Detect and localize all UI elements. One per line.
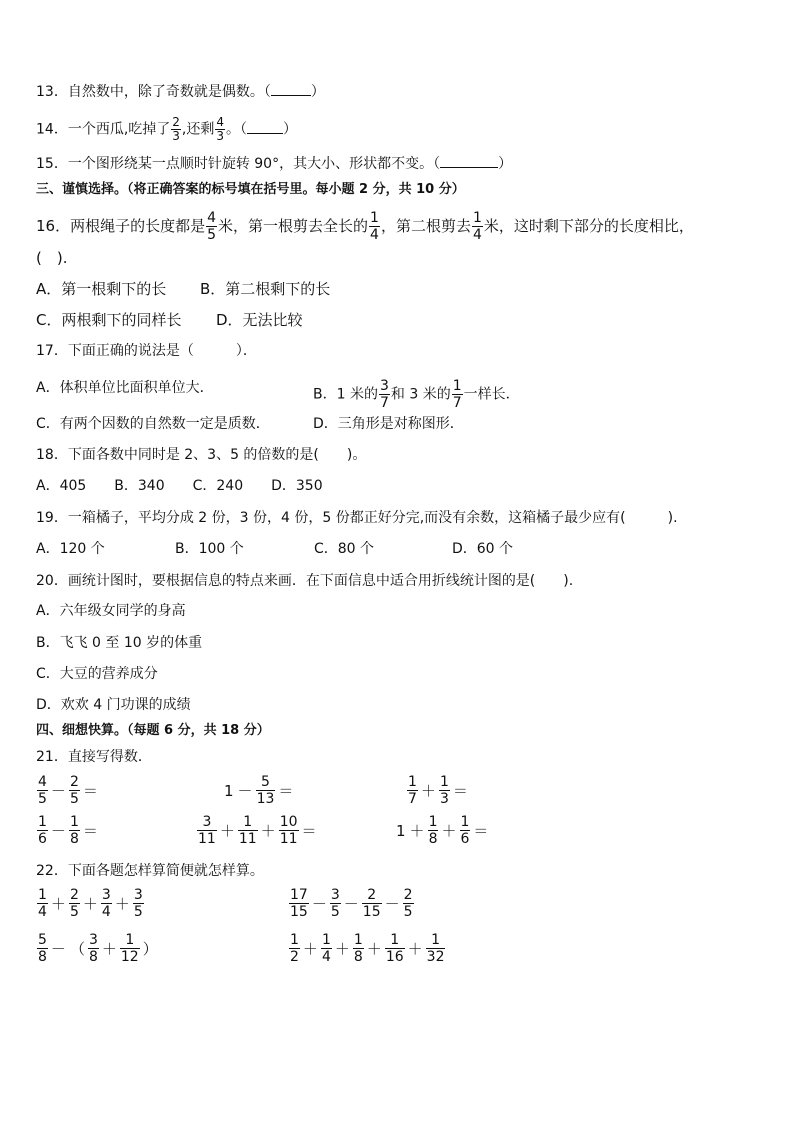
option-b[interactable]: B．100 个: [175, 541, 244, 557]
numerator: 5: [38, 932, 47, 948]
question-14: [36, 116, 297, 143]
numerator: 2: [69, 774, 79, 790]
equals-sign: ＝: [301, 821, 317, 840]
numerator: 5: [256, 774, 276, 791]
plus-sign: ＋: [114, 894, 130, 913]
fraction: [289, 887, 309, 920]
plus-sign: ＋: [260, 821, 276, 840]
numerator: 2: [403, 887, 413, 903]
denominator: 8: [428, 831, 438, 847]
denominator: 11: [198, 831, 216, 847]
denominator: 11: [279, 831, 298, 847]
denominator: 6: [460, 831, 470, 847]
fraction: [69, 774, 80, 807]
answer-blank[interactable]: [440, 155, 498, 168]
question-text: ,还剩: [181, 121, 215, 138]
numerator: 1: [439, 774, 449, 790]
plus-sign: ＋: [409, 821, 425, 840]
question-text: 米，第一根剪去全长的: [218, 217, 369, 235]
answer-paren: ( ).: [36, 249, 68, 267]
numerator: 3: [133, 887, 143, 903]
equals-sign: ＝: [278, 781, 294, 800]
option-b[interactable]: B．第二根剩下的长: [200, 280, 331, 298]
numerator: 10: [279, 814, 298, 830]
numerator: 1: [38, 814, 47, 830]
question-15: [36, 154, 512, 174]
option-d[interactable]: D．无法比较: [216, 311, 303, 329]
denominator: 4: [370, 227, 379, 243]
fraction: [403, 887, 414, 920]
option-c[interactable]: C．有两个因数的自然数一定是质数．: [36, 416, 270, 432]
question-16: [36, 210, 694, 243]
denominator: 2: [290, 949, 299, 965]
minus-sign: －: [50, 821, 66, 840]
numerator: 1: [290, 932, 299, 948]
option-d[interactable]: D．60 个: [452, 541, 514, 557]
option-b[interactable]: B．飞飞 0 至 10 岁的体重: [36, 635, 203, 651]
fraction: [256, 774, 276, 807]
minus-sign: －: [384, 894, 400, 913]
plus-sign: ＋: [441, 821, 457, 840]
fraction: [369, 210, 380, 243]
numerator: 3: [88, 932, 98, 948]
question-text: 。（: [226, 121, 248, 138]
numerator: 2: [362, 887, 382, 904]
numerator: 1: [385, 932, 405, 949]
numerator: 1: [120, 932, 140, 949]
denominator: 8: [88, 949, 98, 965]
option-text: B．1 米的: [313, 386, 378, 403]
numerator: 1: [452, 378, 462, 394]
fraction: [37, 774, 48, 807]
fraction: [379, 378, 390, 411]
numerator: 1: [408, 774, 417, 790]
numerator: 1: [472, 210, 482, 226]
denominator: 5: [69, 791, 79, 807]
paren-open: （: [69, 939, 85, 958]
option-a[interactable]: A．六年级女同学的身高: [36, 603, 186, 619]
equals-sign: ＝: [82, 781, 98, 800]
fraction: [37, 814, 48, 847]
denominator: 15: [362, 904, 381, 920]
numerator: 1: [69, 814, 79, 830]
plus-sign: ＋: [82, 894, 98, 913]
question-text: 自然数中，除了奇数就是偶数。（: [67, 84, 271, 100]
integer: 1: [224, 781, 234, 800]
expression: [288, 932, 446, 965]
fraction: [289, 932, 300, 965]
question-text: ，第二根剪去: [380, 217, 471, 235]
expression: [288, 887, 415, 920]
numerator: 2: [69, 887, 79, 903]
denominator: 12: [120, 949, 139, 965]
option-a[interactable]: A．体积单位比面积单位大．: [36, 380, 214, 396]
denominator: 6: [38, 831, 47, 847]
denominator: 11: [238, 831, 257, 847]
expression: [36, 932, 160, 965]
numerator: 17: [290, 887, 308, 903]
plus-sign: ＋: [420, 781, 436, 800]
expression: [36, 887, 145, 920]
denominator: 13: [256, 791, 275, 807]
option-c[interactable]: C．两根剩下的同样长: [36, 311, 182, 329]
option-c[interactable]: C．大豆的营养成分: [36, 666, 158, 682]
option-c[interactable]: C．80 个: [314, 541, 375, 557]
denominator: 7: [452, 395, 462, 411]
minus-sign: －: [50, 939, 66, 958]
numerator: 3: [330, 887, 340, 903]
denominator: 4: [101, 904, 111, 920]
fraction: [428, 814, 439, 847]
question-text: 一个图形绕某一点顺时针旋转 90°，其大小、形状都不变。（: [67, 156, 441, 172]
fraction: [69, 814, 80, 847]
denominator: 3: [439, 791, 449, 807]
fraction: [133, 887, 144, 920]
fraction: [101, 887, 112, 920]
fraction: [37, 887, 48, 920]
equals-sign: ＝: [473, 821, 489, 840]
numerator: 1: [428, 814, 438, 830]
equals-sign: ＝: [82, 821, 98, 840]
fraction: [439, 774, 450, 807]
option-text: 一样长．: [463, 386, 520, 403]
denominator: 3: [216, 129, 225, 143]
section-heading-4: 四、细想快算。（每题 6 分，共 18 分）: [36, 723, 270, 738]
numerator: 4: [38, 774, 47, 790]
fraction: [353, 932, 364, 965]
denominator: 5: [330, 904, 340, 920]
denominator: 32: [426, 949, 445, 965]
expression: [222, 774, 295, 807]
denominator: 7: [379, 395, 389, 411]
denominator: 5: [207, 227, 217, 243]
paren-close: ）: [142, 939, 158, 958]
denominator: 8: [38, 949, 47, 965]
question-number: 13．: [36, 84, 68, 100]
question-number: 14．: [36, 121, 68, 138]
denominator: 8: [69, 831, 79, 847]
fraction: [362, 887, 382, 920]
fraction: [197, 814, 217, 847]
fraction: [215, 116, 225, 143]
numerator: 1: [321, 932, 331, 948]
answer-blank[interactable]: [271, 83, 311, 96]
question-text: 米，这时剩下部分的长度相比，: [483, 217, 694, 235]
option-a[interactable]: A．120 个: [36, 541, 105, 557]
fraction: [330, 887, 341, 920]
option-d[interactable]: D．欢欢 4 门功课的成绩: [36, 697, 191, 713]
denominator: 5: [38, 791, 47, 807]
minus-sign: －: [311, 894, 327, 913]
denominator: 15: [290, 904, 308, 920]
numerator: 1: [370, 210, 379, 226]
expression: [406, 774, 470, 807]
expression: [196, 814, 319, 847]
numerator: 3: [379, 378, 389, 394]
fraction: [171, 116, 181, 143]
section-heading-3: 三、谨慎选择。（将正确答案的标号填在括号里。每小题 2 分，共 10 分）: [36, 182, 465, 197]
denominator: 8: [353, 949, 363, 965]
question-text: 一个西瓜,吃掉了: [67, 121, 171, 138]
fraction: [426, 932, 446, 965]
question-17: 17．下面正确的说法是（ ）．: [36, 343, 257, 359]
numerator: 4: [207, 210, 217, 226]
denominator: 4: [38, 904, 47, 920]
fraction: [37, 932, 48, 965]
integer: 1: [396, 821, 406, 840]
fraction: [472, 210, 483, 243]
fraction: [279, 814, 299, 847]
plus-sign: ＋: [366, 939, 382, 958]
question-20: 20．画统计图时，要根据信息的特点来画．在下面信息中适合用折线统计图的是( ).: [36, 573, 574, 589]
question-22: 22．下面各题怎样算简便就怎样算。: [36, 863, 264, 879]
question-21: 21．直接写得数．: [36, 749, 152, 765]
plus-sign: ＋: [219, 821, 235, 840]
numerator: 1: [238, 814, 258, 831]
numerator: 1: [38, 887, 47, 903]
fraction: [69, 887, 80, 920]
option-d[interactable]: D．三角形是对称图形．: [313, 416, 464, 432]
numerator: 1: [426, 932, 446, 949]
paren-close: ）: [283, 121, 298, 138]
option-text: 和 3 米的: [390, 386, 451, 403]
denominator: 5: [69, 904, 79, 920]
fraction: [120, 932, 140, 965]
equals-sign: ＝: [452, 781, 468, 800]
option-a[interactable]: A．第一根剩下的长: [36, 280, 167, 298]
expression: [394, 814, 490, 847]
answer-blank[interactable]: [247, 121, 283, 134]
options-18[interactable]: A．405 B．340 C．240 D．350: [36, 478, 323, 494]
paren-close: ）: [498, 156, 513, 172]
minus-sign: －: [237, 781, 253, 800]
plus-sign: ＋: [334, 939, 350, 958]
paren-close: ）: [310, 84, 325, 100]
numerator: 1: [353, 932, 363, 948]
numerator: 1: [460, 814, 470, 830]
plus-sign: ＋: [50, 894, 66, 913]
fraction: [238, 814, 258, 847]
minus-sign: －: [343, 894, 359, 913]
plus-sign: ＋: [407, 939, 423, 958]
fraction: [407, 774, 418, 807]
option-b[interactable]: [313, 378, 520, 411]
denominator: 7: [408, 791, 417, 807]
denominator: 5: [403, 904, 413, 920]
numerator: 4: [216, 115, 225, 129]
denominator: 4: [321, 949, 331, 965]
question-19: 19．一箱橘子，平均分成 2 份，3 份，4 份，5 份都正好分完,而没有余数，这箱橘子最少应有( ).: [36, 510, 678, 526]
denominator: 16: [385, 949, 404, 965]
denominator: 3: [172, 129, 180, 143]
question-18: 18．下面各数中同时是 2、3、5 的倍数的是( )。: [36, 447, 367, 463]
question-number: 15．: [36, 156, 68, 172]
denominator: 4: [472, 227, 482, 243]
fraction: [460, 814, 471, 847]
fraction: [206, 210, 217, 243]
plus-sign: ＋: [302, 939, 318, 958]
fraction: [88, 932, 99, 965]
fraction: [321, 932, 332, 965]
expression: [36, 814, 100, 847]
fraction: [452, 378, 463, 411]
fraction: [385, 932, 405, 965]
denominator: 5: [133, 904, 143, 920]
numerator: 2: [172, 115, 180, 129]
plus-sign: ＋: [101, 939, 117, 958]
question-text: 16．两根绳子的长度都是: [36, 217, 206, 235]
numerator: 3: [197, 814, 217, 831]
expression: [36, 774, 100, 807]
question-13: [36, 82, 325, 102]
numerator: 3: [101, 887, 111, 903]
minus-sign: －: [50, 781, 66, 800]
